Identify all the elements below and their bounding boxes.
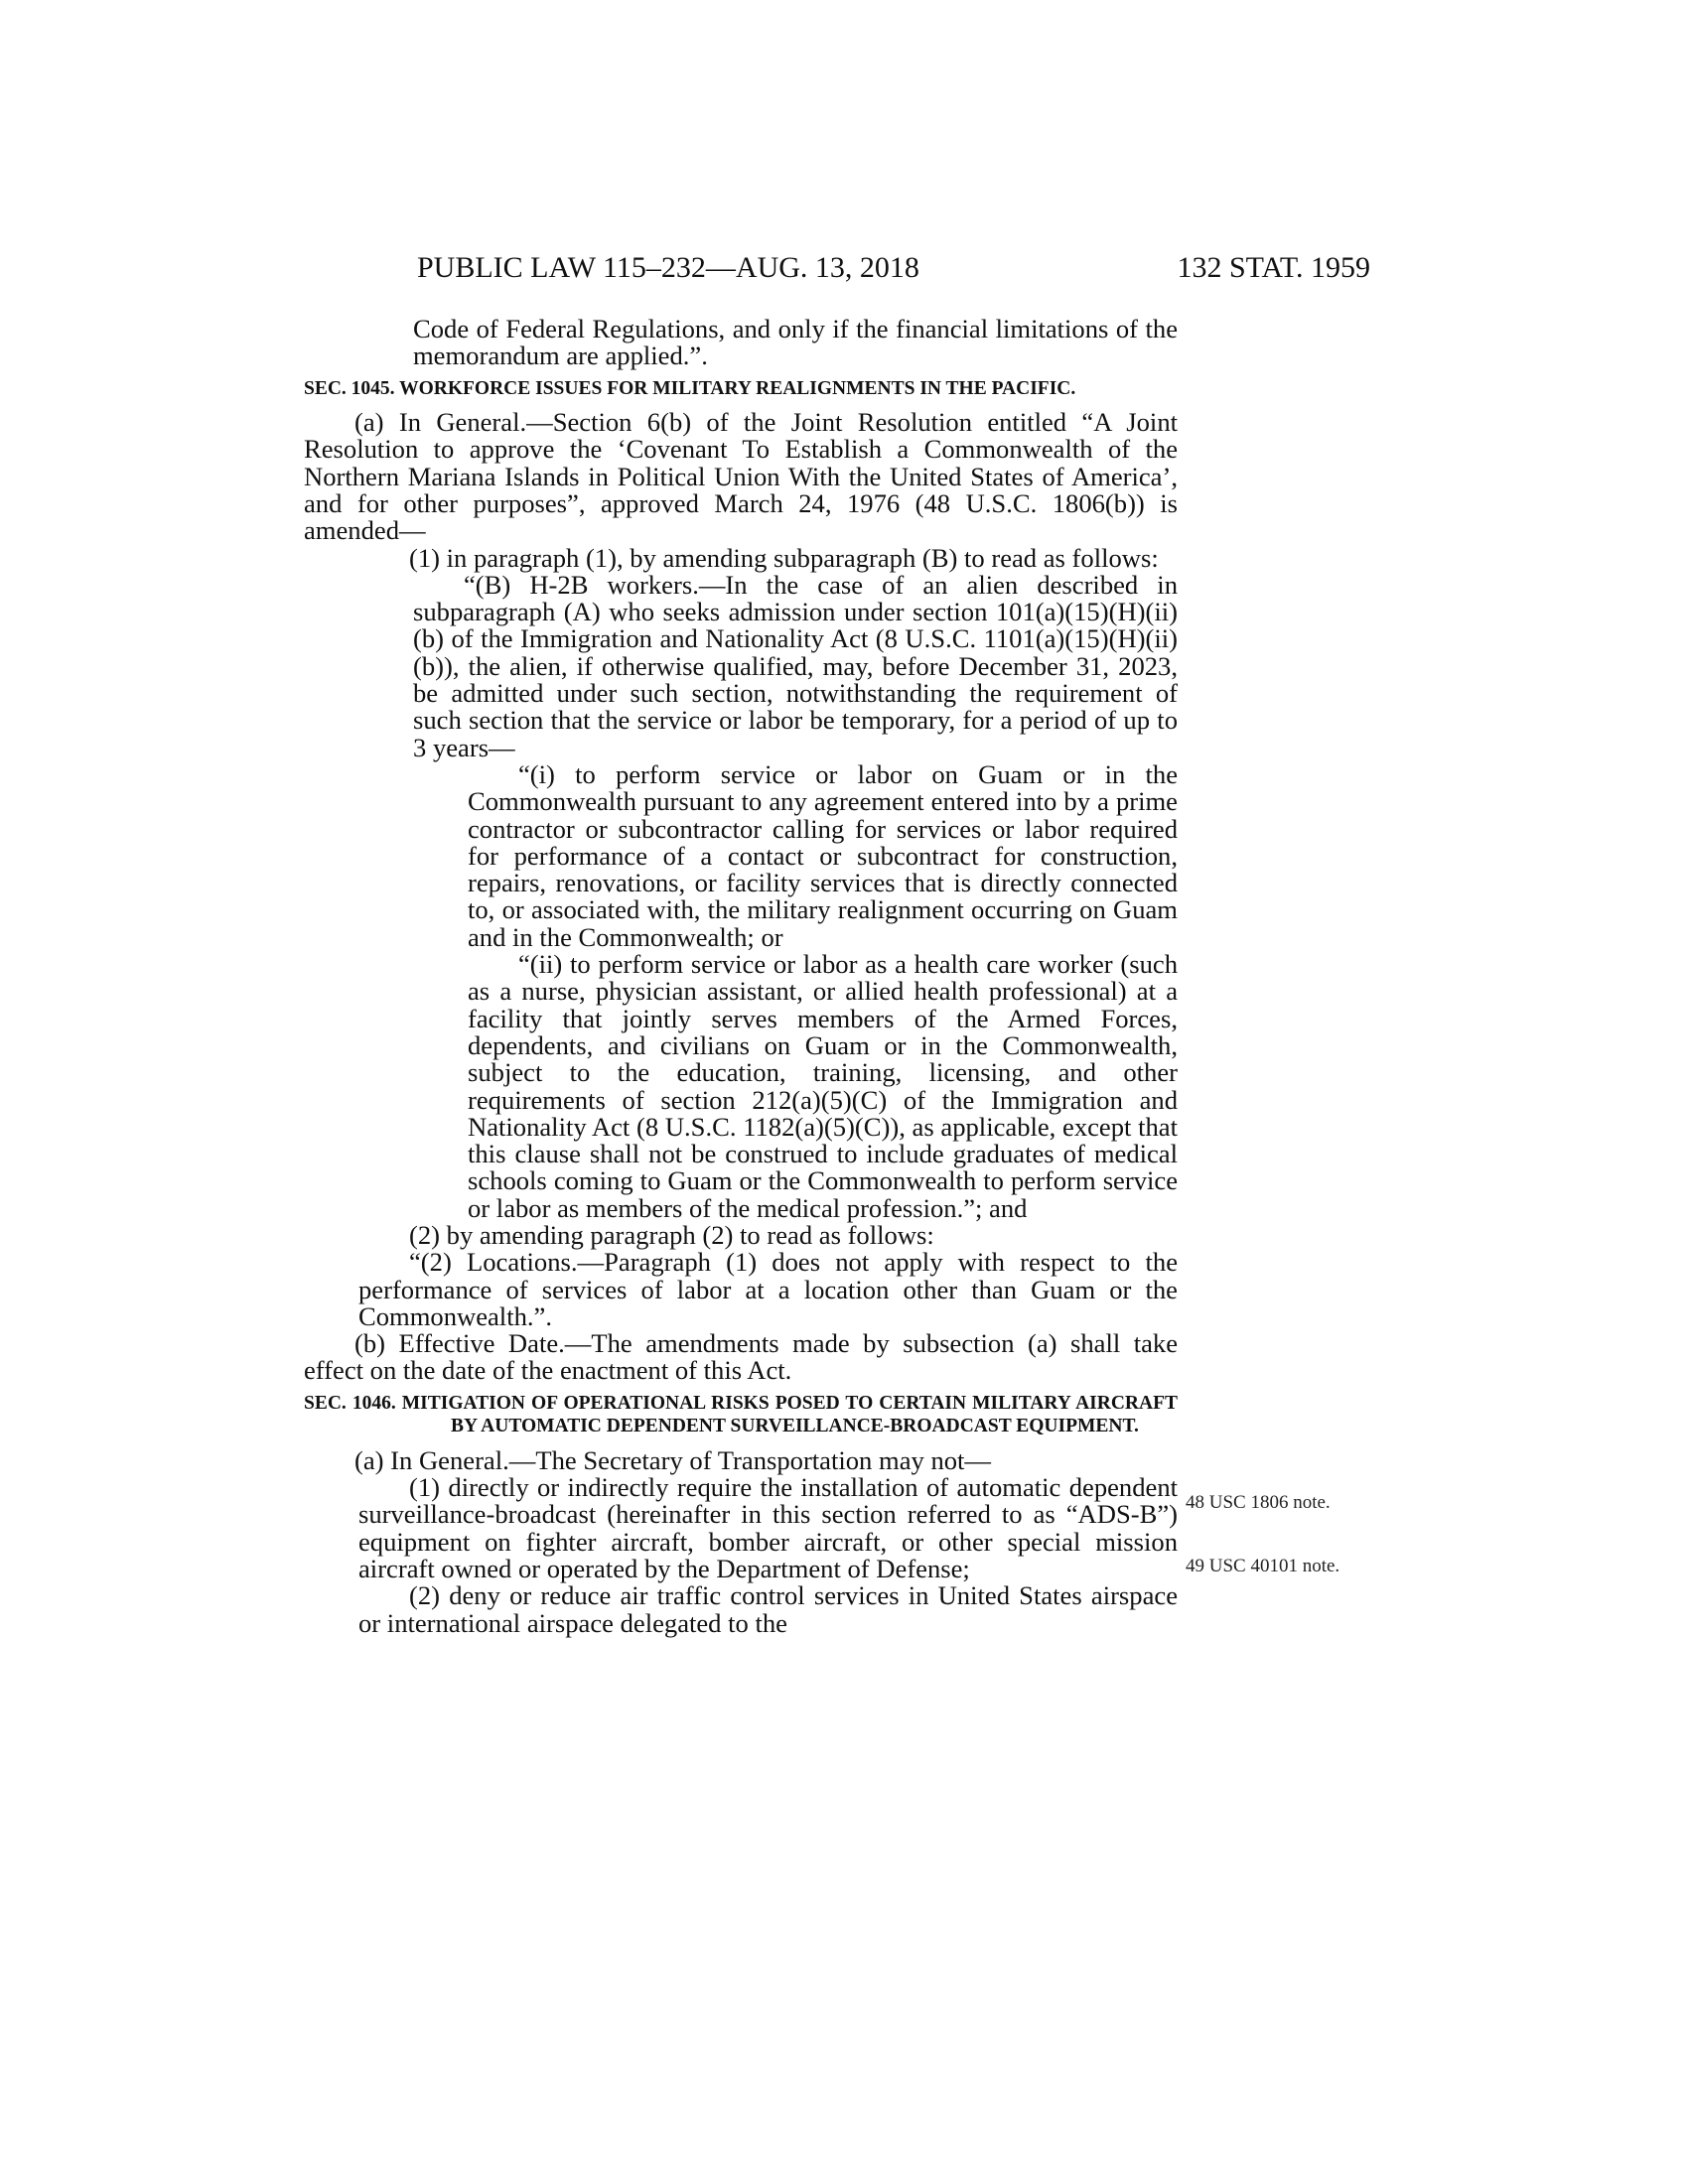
subsection-a-1046: (a) In General.—The Secretary of Transportation may not— (354, 1444, 992, 1475)
document-body (304, 316, 1178, 1637)
paragraph-2-1046: (2) deny or reduce air traffic control services in United States airspace or international airspace delegated to the (358, 1580, 1178, 1638)
paragraph-2-locations: “(2) Locations.—Paragraph (1) does not apply with respect to the performance of services of labor at a location other than Guam or the Commonwealth.”. (358, 1247, 1178, 1331)
paragraph-1: (1) in paragraph (1), by amending subparagraph (B) to read as follows: (409, 542, 1159, 573)
section-heading-1046: SEC. 1046. MITIGATION OF OPERATIONAL RISKS POSED TO CERTAIN MILITARY AIRCRAFT BY AUTOMATIC DEPENDENT SURVEILLANCE-BROADCAST EQUIPMENT. (304, 1392, 1178, 1437)
subsection-b-effective-date: (b) Effective Date.—The amendments made by subsection (a) shall take effect on the date of the enactment of this Act. (304, 1328, 1178, 1386)
clause-ii: “(ii) to perform service or labor as a health care worker (such as a nurse, physician assistant, or allied health professional) at a facility that jointly serves members of the Armed Forces, dependents, and civilians on Guam or in the Commonwealth, subject to the education, training, licensing, and other requirements of section 212(a)(5)(C) of the Immigration and Nationality Act (8 U.S.C. 1182(a)(5)(C)), as applicable, except that this clause shall not be construed to include graduates of medical schools coming to Guam or the Commonwealth to perform service or labor as members of the medical profession.”; and (468, 949, 1178, 1223)
paragraph-1-1046: (1) directly or indirectly require the installation of automatic dependent surveillance-broadcast (hereinafter in this section referred to as “ADS-B”) equipment on fighter aircraft, bomber aircraft, or other special mission aircraft owned or operated by the Department of Defense; (358, 1472, 1178, 1583)
section-heading-1045: SEC. 1045. WORKFORCE ISSUES FOR MILITARY REALIGNMENTS IN THE PACIFIC. (304, 377, 1076, 399)
clause-i: “(i) to perform service or labor on Guam or in the Commonwealth pursuant to any agreement entered into by a prime contractor or subcontractor calling for services or labor required for performance of a contact or subcontract for construction, repairs, renovations, or facility services that is directly connected to, or associated with, the military realignment occurring on Guam and in the Commonwealth; or (468, 758, 1178, 952)
paragraph-continuation: Code of Federal Regulations, and only if the financial limitations of the memorandum are applied.”. (413, 314, 1178, 371)
paragraph-subsection-a: (a) In General.—Section 6(b) of the Joint Resolution entitled “A Joint Resolution to approve the ‘Covenant To Establish a Commonwealth of the Northern Mariana Islands in Political Union With the United States of America’, and for other purposes”, approved March 24, 1976 (48 U.S.C. 1806(b)) is amended— (304, 407, 1178, 546)
law-title: PUBLIC LAW 115–232—AUG. 13, 2018 (417, 251, 919, 284)
margin-note-48-usc: 48 USC 1806 note. (1186, 1492, 1331, 1513)
paragraph-2: (2) by amending paragraph (2) to read as follows: (409, 1220, 934, 1250)
subparagraph-b: “(B) H-2B workers.—In the case of an alien described in subparagraph (A) who seeks admission under section 101(a)(15)(H)(ii)(b) of the Immigration and Nationality Act (8 U.S.C. 1101(a)(15)(H)(ii)(b)), the alien, if otherwise qualified, may, before December 31, 2023, be admitted under such section, notwithstanding the requirement of such section that the service or labor be temporary, for a period of up to 3 years— (413, 569, 1178, 762)
page-number: 132 STAT. 1959 (1177, 251, 1370, 284)
margin-note-49-usc: 49 USC 40101 note. (1186, 1556, 1340, 1576)
